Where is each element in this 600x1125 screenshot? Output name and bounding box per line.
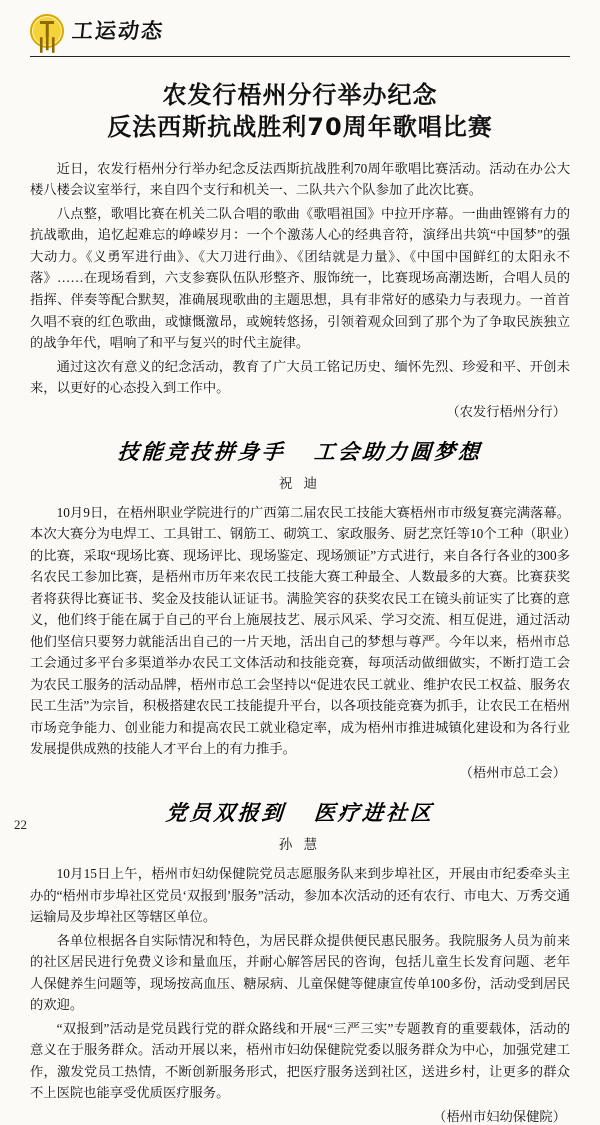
article2-signature: （梧州市总工会） — [459, 765, 566, 780]
masthead — [30, 0, 570, 54]
article3-byline: 孙 慧 — [278, 837, 322, 852]
article3-paragraph-2: 各单位根据各自实际情况和特色，为居民群众提供便民惠民服务。我院服务人员为前来的社区居民进行免费义诊和量血压，并耐心解答居民的咨询，包括儿童生长发育问题、老年人保健养生问题等，现场按高血压、糖尿病、儿童保健等健康宣传单100多份，活动受到居民的欢迎。 — [30, 932, 570, 1013]
article3-title: 党员双报到 医疗进社区 — [164, 801, 435, 825]
article2-byline: 祝 迪 — [278, 475, 322, 491]
article2-title: 技能竞技拼身手 工会助力圆梦想 — [116, 439, 483, 464]
page-title-line2: 反法西斯抗战胜利70周年歌唱比赛 — [107, 113, 493, 142]
article2-paragraph-1: 10月9日，在梧州职业学院进行的广西第二届农民工技能大赛梧州市市级复赛完满落幕。本次大赛分为电焊工、工具钳工、钢筋工、砌筑工、家政服务、厨艺烹饪等10个工种（职业）的比赛，采取“现场比赛、现场评比、现场鉴定、现场颁证”方式进行，来自各行各业的300多名农民工参加比赛，是梧州市历年来农民工技能大赛工种最全、人数最多的大赛。比赛获奖者将获得比赛证书、奖金及技能认证证书。满脸笑容的获奖农民工在镜头前证实了比赛的意义，他们终于能在属于自己的平台上施展技艺、展示风采、学习交流、相互促进，通过活动他们坚信只要努力就能活出自己的一片天地，活出自己的梦想与尊严。今年以来，梧州市总工会通过多平台多渠道举办农民工文体活动和技能竞赛，每项活动做细做实，不断打造工会为农民工服务的活动品牌，梧州市总工会坚持以“促进农民工就业、维护农民工权益、服务农民工生活”为宗旨，积极搭建农民工技能提升平台，以各项技能竞赛为抓手，让农民工在梧州市场竞争能力、创业能力和提高农民工就业稳定率，成为梧州市推进城镇化建设和为各行业发展提供成熟的技能人才平台上的有力推手。 — [30, 504, 570, 757]
article1-paragraph-3: 通过这次有意义的纪念活动，教育了广大员工铭记历史、缅怀先烈、珍爱和平、开创未来，以更好的心态投入到工作中。 — [30, 358, 570, 396]
article1-paragraph-2: 八点整，歌唱比赛在机关二队合唱的歌曲《歌唱祖国》中拉开序幕。一曲曲铿锵有力的抗战歌曲，追忆起难忘的峥嵘岁月：一个个激荡人心的经典音符，演绎出共筑“中国梦”的强大动力。《义勇军进行曲》、《大刀进行曲》、《团结就是力量》、《中国中国鲜红的太阳永不落》……在现场看到，六支参赛队伍队形整齐、服饰统一，比赛现场高潮迭断，合唱人员的指挥、伴奏等配合默契，准确展现歌曲的主题思想，具有非常好的感染力与表现力。一首首久唱不衰的红色歌曲，或慷慨激昂，或婉转悠扬，引领着观众回到了那个为了争取民族独立的战争年代，唱响了和平与复兴的时代主旋律。 — [30, 205, 570, 351]
page-title — [30, 79, 570, 144]
masthead-divider — [30, 56, 570, 57]
article3-signature: （梧州市妇幼保健院） — [433, 1108, 566, 1124]
article1-signature: （农发行梧州分行） — [446, 403, 566, 419]
union-emblem-icon — [30, 14, 64, 48]
article3-paragraph-3: “双报到”活动是党员践行党的群众路线和开展“三严三实”专题教育的重要载体，活动的意义在于服务群众。活动开展以来，梧州市妇幼保健院党委以服务群众为中心，加强党建工作，激发党员工热情，不断创新服务形式，把医疗服务送到社区，送进乡村，让更多的群众不上医院也能享受优质医疗服务。 — [30, 1020, 570, 1101]
page-title-line1: 农发行梧州分行举办纪念 — [162, 81, 438, 109]
article1-paragraph-1: 近日，农发行梧州分行举办纪念反法西斯抗战胜利70周年歌唱比赛活动。活动在办公大楼八楼会议室举行，来自四个支行和机关一、二队共六个队参加了此次比赛。 — [30, 160, 570, 198]
page-number: 22 — [14, 817, 27, 832]
masthead-title: 工运动态 — [70, 18, 166, 43]
article3-paragraph-1: 10月15日上午，梧州市妇幼保健院党员志愿服务队来到步埠社区，开展由市纪委牵头主办的“梧州市步埠社区党员‘双报到’服务”活动，参加本次活动的还有农行、市电大、万秀交通运输局及步埠社区等辖区单位。 — [30, 866, 570, 925]
